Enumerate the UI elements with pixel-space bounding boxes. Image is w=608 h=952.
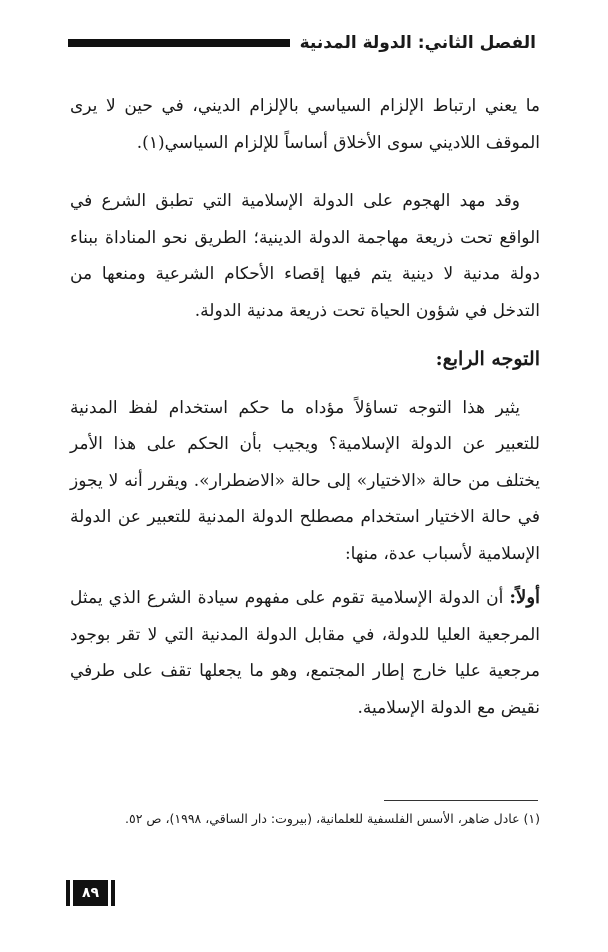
main-text	[70, 88, 540, 726]
paragraph-4-lead: أولاً:	[509, 587, 541, 608]
page-number-bar	[111, 880, 115, 906]
section-heading: التوجه الرابع:	[435, 348, 540, 370]
paragraph-3: يثير هذا التوجه تساؤلاً مؤداه ما حكم استخدام لفظ المدنية للتعبير عن الدولة الإسلامية؟ ويجيب بأن الحكم على هذا الأمر يختلف من حالة «الاختيار» إلى حالة «الاضطرار». ويقرر أنه لا يجوز في حالة الاختيار استخدام مصطلح الدولة المدنية للتعبير عن الدولة الإسلامية لأسباب عدة، منها:	[70, 397, 540, 564]
page-number: ٨٩	[73, 880, 108, 906]
header-rule	[68, 39, 290, 47]
chapter-title: الفصل الثاني: الدولة المدنية	[299, 33, 536, 53]
running-header	[68, 28, 536, 58]
paragraph-1: ما يعني ارتباط الإلزام السياسي بالإلزام الديني، في حين لا يرى الموقف اللاديني سوى الأخلاق أساساً للإلزام السياسي(١).	[70, 96, 540, 153]
paragraph-4	[70, 580, 540, 726]
paragraph-2: وقد مهد الهجوم على الدولة الإسلامية التي تطبق الشرع في الواقع تحت ذريعة مهاجمة الدولة الدينية؛ الطريق نحو المناداة ببناء دولة مدنية لا دينية يتم فيها إقصاء الأحكام الشرعية ومنعها من التدخل في شؤون الحياة تحت ذريعة مدنية الدولة.	[70, 191, 541, 321]
footnote-rule	[384, 800, 538, 801]
page-number-bar	[66, 880, 70, 906]
footnote: (١) عادل ضاهر، الأسس الفلسفية للعلمانية، (بيروت: دار الساقي، ١٩٩٨)، ص ٥٢.	[125, 811, 540, 826]
paragraph-4-text: أن الدولة الإسلامية تقوم على مفهوم سيادة الشرع الذي يمثل المرجعية العليا للدولة، في مقابل الدولة المدنية التي لا تقر بوجود مرجعية عليا خارج إطار المجتمع، وهو ما يجعلها تقف على طرفي نقيض مع الدولة الإسلامية.	[70, 588, 540, 718]
page-number-block	[66, 880, 115, 906]
